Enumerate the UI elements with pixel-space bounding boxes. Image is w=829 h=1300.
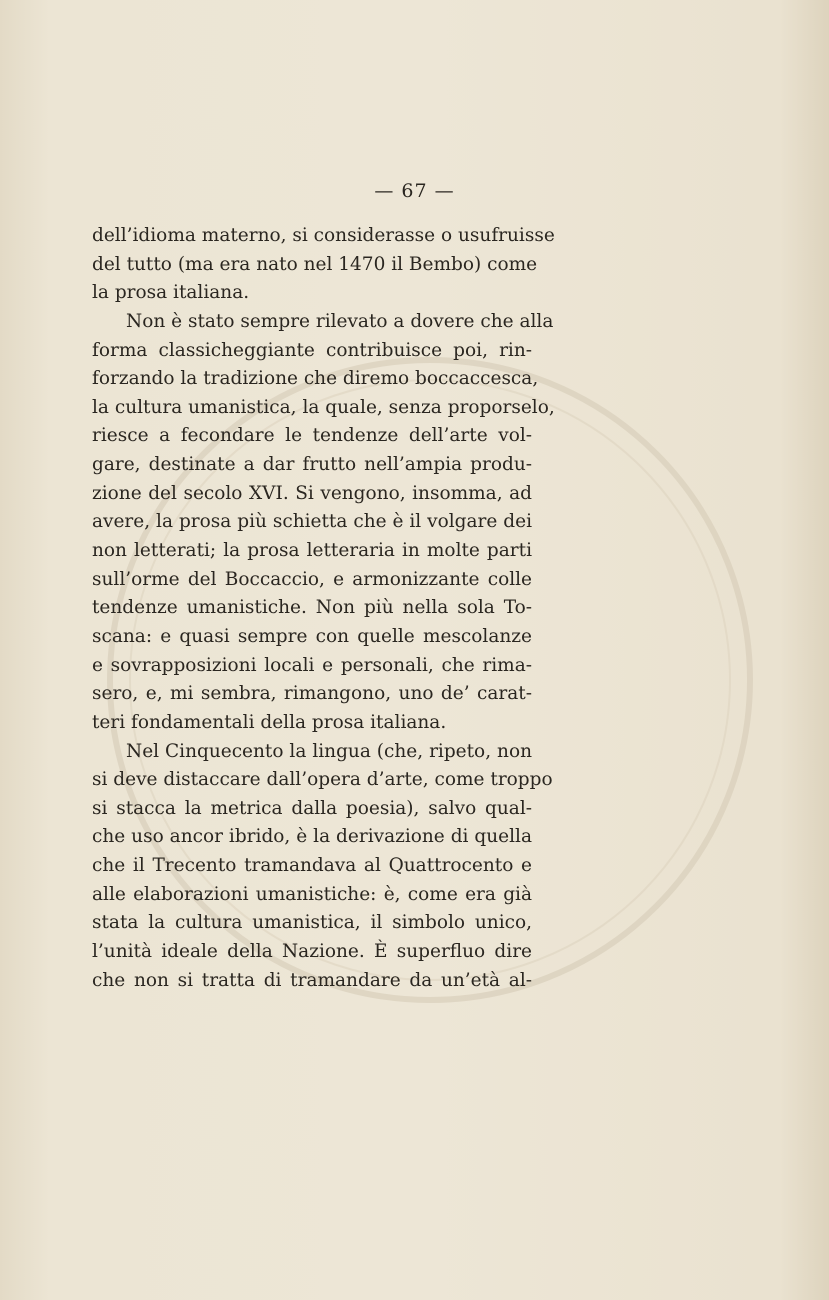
body-text <box>92 222 555 995</box>
text-line: Nel Cinquecento la lingua (che, ripeto, non <box>126 740 532 762</box>
page-number: — 67 — <box>374 180 455 202</box>
text-line: avere, la prosa più schietta che è il volgare dei <box>92 511 532 533</box>
text-line: si stacca la metrica dalla poesia), salvo qual- <box>92 797 532 819</box>
text-line: zione del secolo XVI. Si vengono, insomma, ad <box>92 482 532 504</box>
text-line: non letterati; la prosa letteraria in molte parti <box>92 540 532 562</box>
text-line: e sovrapposizioni locali e personali, che rima- <box>92 654 532 676</box>
text-line: dell’idioma materno, si considerasse o usufruisse <box>92 225 555 246</box>
text-line: riesce a fecondare le tendenze dell’arte vol- <box>92 425 532 447</box>
text-line: forma classicheggiante contribuisce poi, rin- <box>92 339 532 361</box>
text-line: la cultura umanistica, la quale, senza proporselo, <box>92 396 555 418</box>
text-line: alle elaborazioni umanistiche: è, come era già <box>92 883 532 905</box>
text-line: che non si tratta di tramandare da un’età al- <box>92 969 532 991</box>
text-line: si deve distaccare dall’opera d’arte, come troppo <box>92 769 553 791</box>
text-line: stata la cultura umanistica, il simbolo unico, <box>92 912 532 934</box>
text-line: forzando la tradizione che diremo boccaccesca, <box>92 368 539 390</box>
text-line: Non è stato sempre rilevato a dovere che alla <box>126 310 554 332</box>
text-line: l’unità ideale della Nazione. È superfluo dire <box>92 941 532 963</box>
text-line: scana: e quasi sempre con quelle mescolanze <box>92 625 532 647</box>
text-line: che uso ancor ibrido, è la derivazione di quella <box>92 826 532 848</box>
text-line: tendenze umanistiche. Non più nella sola To- <box>92 597 532 619</box>
text-line: teri fondamentali della prosa italiana. <box>92 711 447 733</box>
text-line: sero, e, mi sembra, rimangono, uno de’ carat- <box>92 683 532 705</box>
text-line: sull’orme del Boccaccio, e armonizzante colle <box>92 568 532 590</box>
text-line: che il Trecento tramandava al Quattrocento e <box>92 855 532 877</box>
text-line: gare, destinate a dar frutto nell’ampia produ- <box>92 454 532 476</box>
text-line: la prosa italiana. <box>92 282 250 304</box>
text-line: del tutto (ma era nato nel 1470 il Bembo) come <box>92 253 538 275</box>
